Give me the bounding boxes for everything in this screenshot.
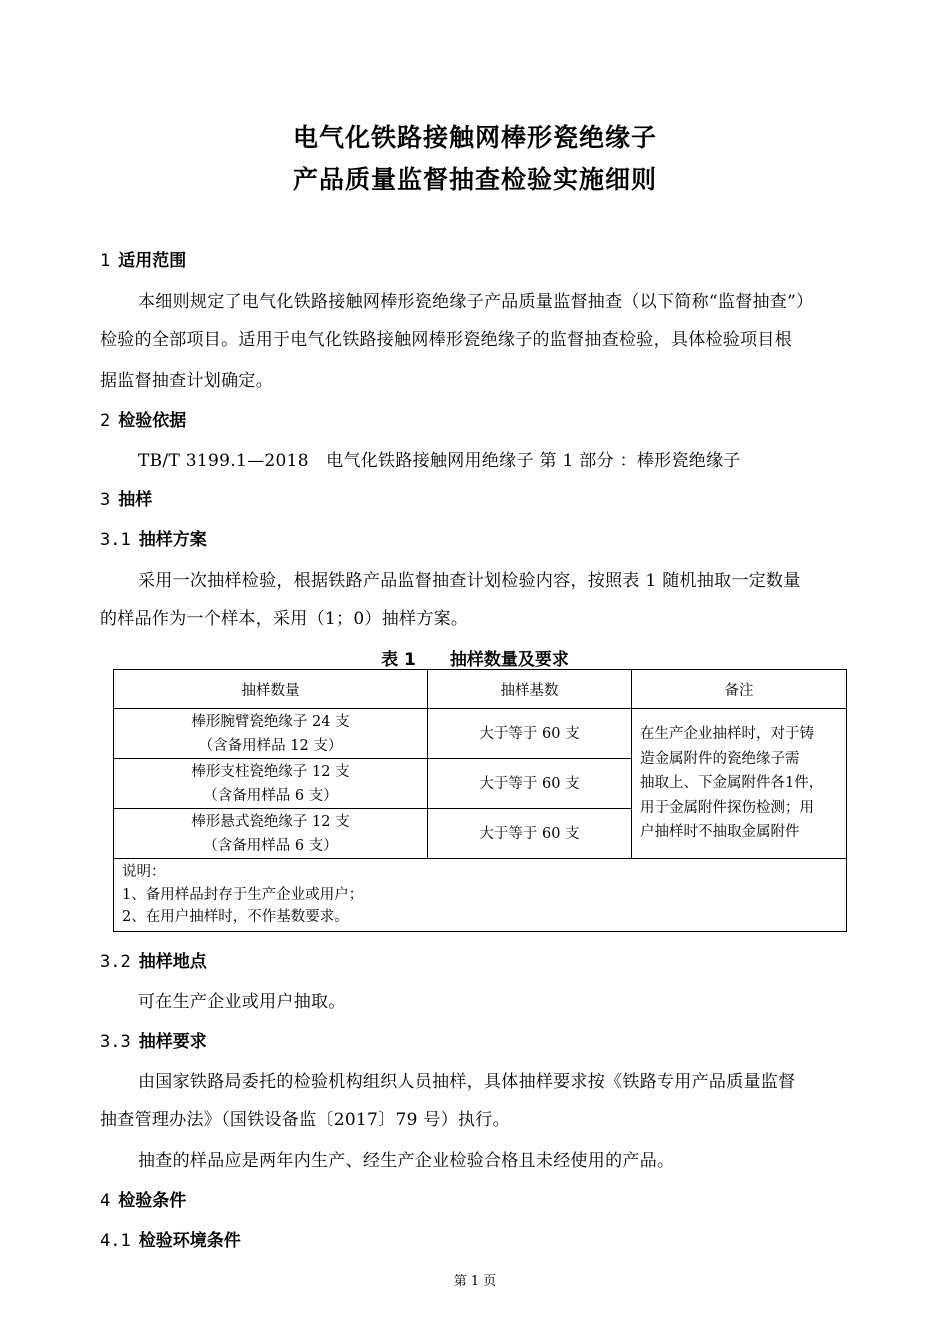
section-4-heading	[100, 1186, 186, 1211]
page-number: 第 1 页	[453, 1274, 497, 1289]
sampling-table	[113, 669, 847, 932]
section-title: 检验条件	[118, 1191, 187, 1211]
section-title: 适用范围	[118, 251, 187, 271]
note-line: 说明：	[122, 864, 166, 880]
note-line: 1、备用样品封存于生产企业或用户；	[122, 886, 364, 903]
section-number: 3.2	[100, 952, 131, 972]
document-title-line1: 电气化铁路接触网棒形瓷绝缘子	[292, 123, 657, 152]
note-line: 2、在用户抽样时，不作基数要求。	[122, 909, 349, 925]
paragraph-line: 采用一次抽样检验，根据铁路产品监督抽查计划检验内容，按照表 1 随机抽取一定数量	[138, 571, 801, 591]
section-number: 4	[100, 1191, 111, 1211]
paragraph-line: 可在生产企业或用户抽取。	[138, 992, 346, 1012]
column-header: 抽样基数	[428, 670, 632, 709]
section-title: 抽样地点	[138, 952, 207, 972]
section-title: 抽样要求	[138, 1032, 207, 1052]
paragraph-line: 抽查管理办法》（国铁设备监〔2017〕79 号）执行。	[100, 1110, 510, 1130]
table-notes-row	[114, 859, 847, 932]
section-3-3-heading	[100, 1027, 207, 1052]
sample-base-cell: 大于等于 60 支	[428, 709, 632, 759]
cell-line: （含备用样品 6 支）	[203, 787, 338, 804]
cell-line: 造金属附件的瓷绝缘子需	[640, 750, 800, 767]
cell-line: （含备用样品 6 支）	[203, 837, 338, 854]
cell-line: 抽取上、下金属附件各1件，	[640, 775, 824, 792]
section-number: 2	[100, 411, 111, 431]
paragraph-line: 的样品作为一个样本，采用（1；0）抽样方案。	[100, 609, 469, 629]
sample-quantity-cell	[114, 809, 428, 859]
section-3-1-heading	[100, 525, 207, 550]
paragraph-line: 由国家铁路局委托的检验机构组织人员抽样，具体抽样要求按《铁路专用产品质量监督	[138, 1072, 796, 1092]
document-title-line2: 产品质量监督抽查检验实施细则	[292, 165, 657, 194]
section-4-1-heading	[100, 1226, 241, 1251]
section-1-heading	[100, 246, 186, 271]
sample-quantity-cell	[114, 759, 428, 809]
section-title: 检验依据	[118, 411, 187, 431]
section-title: 抽样方案	[138, 530, 207, 550]
section-number: 3.1	[100, 530, 131, 550]
section-title: 抽样	[118, 490, 153, 510]
sample-base-cell: 大于等于 60 支	[428, 759, 632, 809]
section-3-2-heading	[100, 947, 207, 972]
section-title: 检验环境条件	[138, 1231, 241, 1251]
table-notes-cell	[114, 859, 847, 932]
cell-line: 棒形支柱瓷绝缘子 12 支	[191, 763, 350, 780]
cell-line: （含备用样品 12 支）	[198, 737, 343, 754]
section-2-heading	[100, 406, 186, 431]
cell-line: 棒形悬式瓷绝缘子 12 支	[191, 813, 350, 830]
sample-quantity-cell	[114, 709, 428, 759]
sample-base-cell: 大于等于 60 支	[428, 809, 632, 859]
table-header-row	[114, 670, 847, 709]
paragraph-line: 本细则规定了电气化铁路接触网棒形瓷绝缘子产品质量监督抽查（以下简称“监督抽查”）	[138, 292, 814, 312]
remark-cell	[632, 709, 847, 859]
section-3-heading	[100, 485, 152, 510]
section-number: 3.3	[100, 1032, 131, 1052]
cell-line: 在生产企业抽样时，对于铸	[640, 726, 814, 743]
cell-line: 户抽样时不抽取金属附件	[640, 824, 800, 841]
column-header: 备注	[632, 670, 847, 709]
column-header: 抽样数量	[114, 670, 428, 709]
paragraph-line: 抽查的样品应是两年内生产、经生产企业检验合格且未经使用的产品。	[138, 1151, 675, 1171]
table-row	[114, 709, 847, 759]
section-number: 3	[100, 490, 111, 510]
standard-reference: TB/T 3199.1—2018 电气化铁路接触网用绝缘子 第 1 部分 ：棒形瓷绝缘子	[138, 451, 741, 471]
paragraph-line: 检验的全部项目。适用于电气化铁路接触网棒形瓷绝缘子的监督抽查检验，具体检验项目根	[100, 330, 792, 350]
paragraph-line: 据监督抽查计划确定。	[100, 371, 273, 391]
cell-line: 棒形腕臂瓷绝缘子 24 支	[191, 713, 350, 730]
section-number: 1	[100, 251, 111, 271]
section-number: 4.1	[100, 1231, 131, 1251]
table-caption: 表 1 抽样数量及要求	[381, 650, 569, 670]
cell-line: 用于金属附件探伤检测；用	[640, 799, 814, 816]
